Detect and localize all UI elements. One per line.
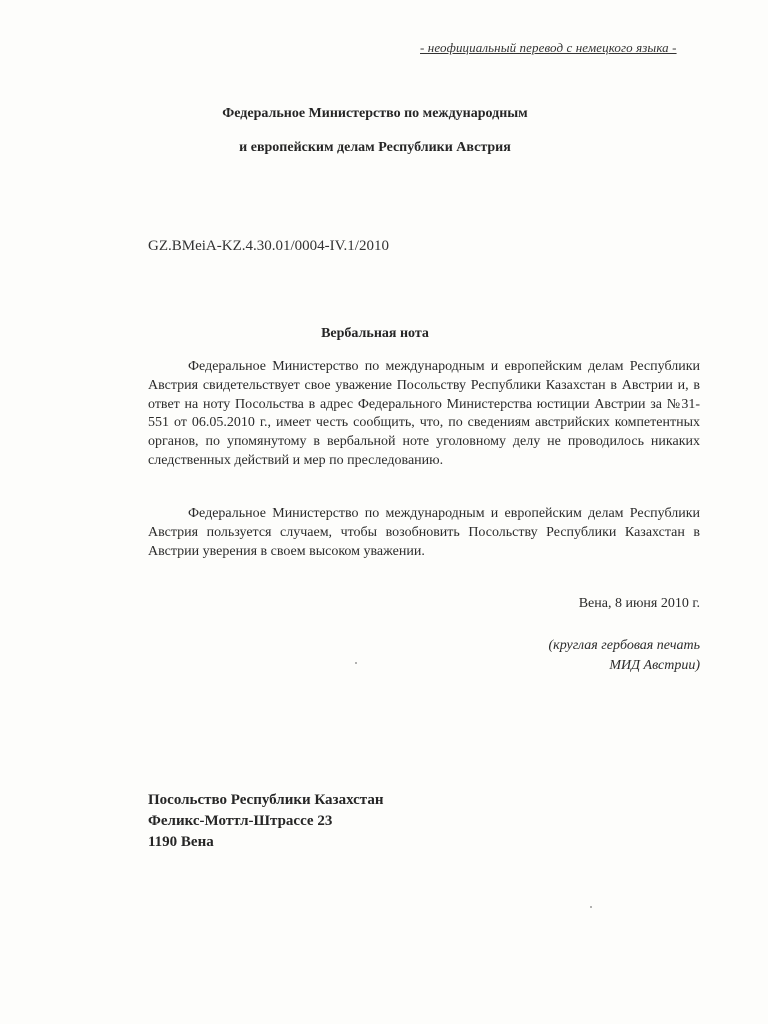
reference-number: GZ.BMeiA-KZ.4.30.01/0004-IV.1/2010 (148, 238, 389, 254)
recipient-address (148, 790, 384, 853)
scan-speck (355, 662, 357, 664)
place-date: Вена, 8 июня 2010 г. (578, 596, 700, 611)
seal-note-line-1: (круглая гербовая печать (548, 638, 700, 653)
translation-note: - неофициальный перевод с немецкого языка - (420, 40, 677, 55)
recipient-line-1: Посольство Республики Казахстан (148, 792, 384, 808)
recipient-line-2: Феликс-Моттл-Штрассе 23 (148, 813, 333, 829)
issuer-line-2: и европейским делам Республики Австрия (239, 140, 511, 155)
recipient-line-3: 1190 Вена (148, 834, 214, 850)
body-paragraph-2: Федеральное Министерство по международным и европейским делам Республики Австрия пользуется случаем, чтобы возобновить Посольству Республики Казахстан в Австрии уверения в своем высоком уважении. (148, 506, 700, 559)
seal-note-line-2: МИД Австрии) (609, 658, 700, 673)
body-paragraph-1: Федеральное Министерство по международным и европейским делам Республики Австрия свидетельствует свое уважение Посольству Республики Казахстан в Австрии и, в ответ на ноту Посольства в адрес Федерального Министерства юстиции Австрии за №31-551 от 06.05.2010 г., имеет честь сообщить, что, по сведениям австрийских компетентных органов, по упомянутому в вербальной ноте уголовному делу не проводилось никаких следственных действий и мер по преследованию. (148, 359, 700, 468)
scan-speck (590, 906, 592, 908)
seal-note (480, 636, 700, 676)
note-title: Вербальная нота (321, 326, 429, 341)
issuer-line-1: Федеральное Министерство по международным (222, 106, 528, 121)
